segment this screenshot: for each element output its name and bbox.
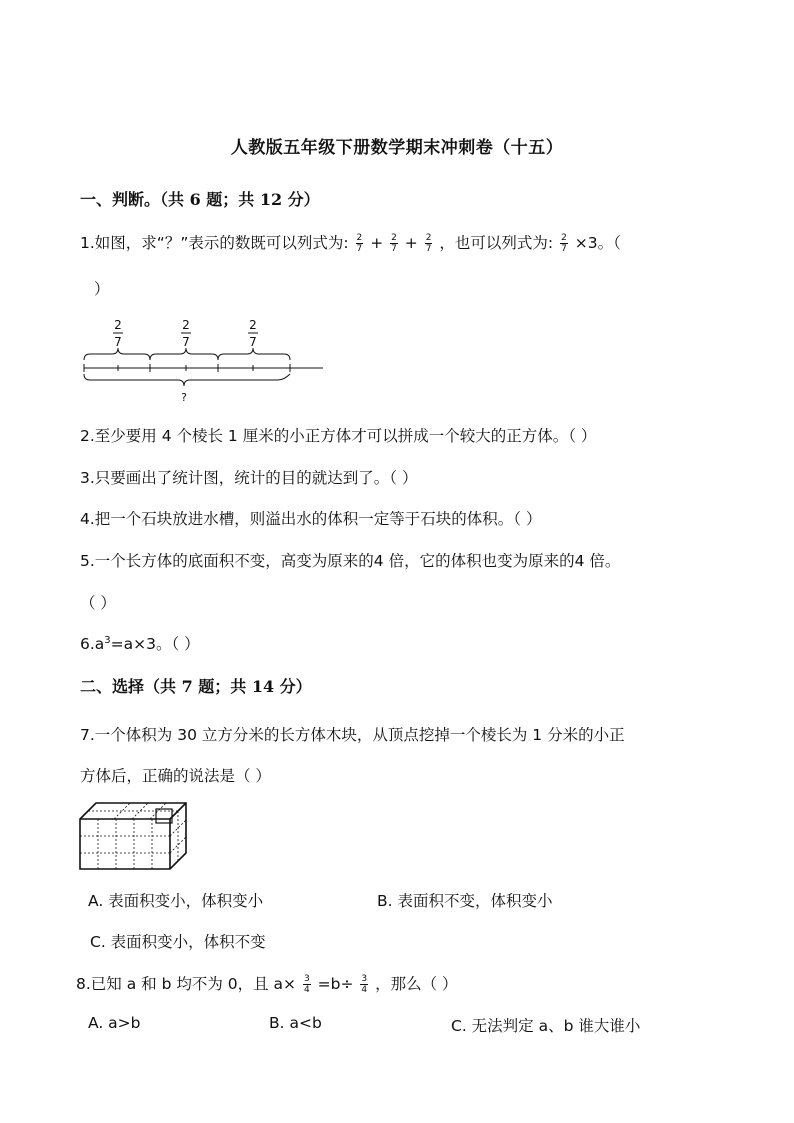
q1-plus: + [370,234,384,252]
q1-text-b: ，也可以列式为: [439,234,554,252]
q1-fraction: $\frac{2}{7}$ [391,233,397,254]
q1-answer-paren: ） [94,280,110,298]
q8-option-c: C. 无法判定 a、b 谁大谁小 [451,1017,641,1035]
q1-fraction: $\frac{2}{7}$ [561,233,567,254]
q7-option-c: C. 表面积变小，体积不变 [90,933,266,951]
brace [84,348,150,360]
section-2-heading: 二、选择（共 7 题；共 14 分） [80,677,312,696]
q1-times3: ×3。（ [574,234,621,252]
page-title: 人教版五年级下册数学期末冲刺卷（十五） [230,138,564,158]
question-1 [80,231,621,254]
question-7-line1: 7.一个体积为 30 立方分米的长方体木块，从顶点挖掉一个棱长为 1 分米的小正 [80,726,625,744]
q1-plus: + [404,234,418,252]
section-1-heading: 一、判断。（共 6 题；共 12 分） [80,190,320,209]
question-3: 3.只要画出了统计图，统计的目的就达到了。（ ） [80,469,418,487]
cuboid-figure [78,801,190,873]
q1-text-a: 1.如图，求“？”表示的数既可以列式为: [80,234,349,252]
question-6: $6.a^3=a\times 3$。（ ） [80,634,200,653]
q8-option-b: B. a<b [269,1014,322,1032]
question-4: 4.把一个石块放进水槽，则溢出水的体积一定等于石块的体积。（ ） [80,510,542,528]
brace [218,348,290,360]
q8-option-a: A. a>b [88,1014,141,1032]
segment-label-den: 7 [182,335,190,349]
total-brace [84,374,290,386]
q1-fraction: $\frac{2}{7}$ [356,233,363,254]
segment-label-den: 7 [114,335,122,349]
q7-option-b: B. 表面积不变，体积变小 [377,892,553,910]
question-8: 8.已知 a 和 b 均不为 0，且 a× $\frac{3}{4}$ =b÷ $\frac{3}{4}$ ，那么（ ） [76,974,458,995]
segment-label-den: 7 [249,335,257,349]
number-line-figure [78,312,328,407]
q5-answer-paren: （ ） [80,594,116,612]
brace [150,348,218,360]
q8-fraction: $\frac{3}{4}$ [361,974,368,995]
segment-label-num: 2 [114,318,122,332]
segment-label-num: 2 [249,318,257,332]
q7-option-a: A. 表面积变小，体积变小 [88,892,264,910]
segment-label-num: 2 [182,318,190,332]
q8-fraction: $\frac{3}{4}$ [303,974,310,995]
q1-fraction: $\frac{2}{7}$ [425,233,432,254]
question-2: 2.至少要用 4 个棱长 1 厘米的小正方体才可以拼成一个较大的正方体。（ ） [80,427,597,445]
question-7-line2: 方体后，正确的说法是（ ） [80,767,271,785]
question-5: 5.一个长方体的底面积不变，高变为原来的4 倍，它的体积也变为原来的4 倍。 [80,552,621,570]
question-mark: ? [181,391,187,404]
